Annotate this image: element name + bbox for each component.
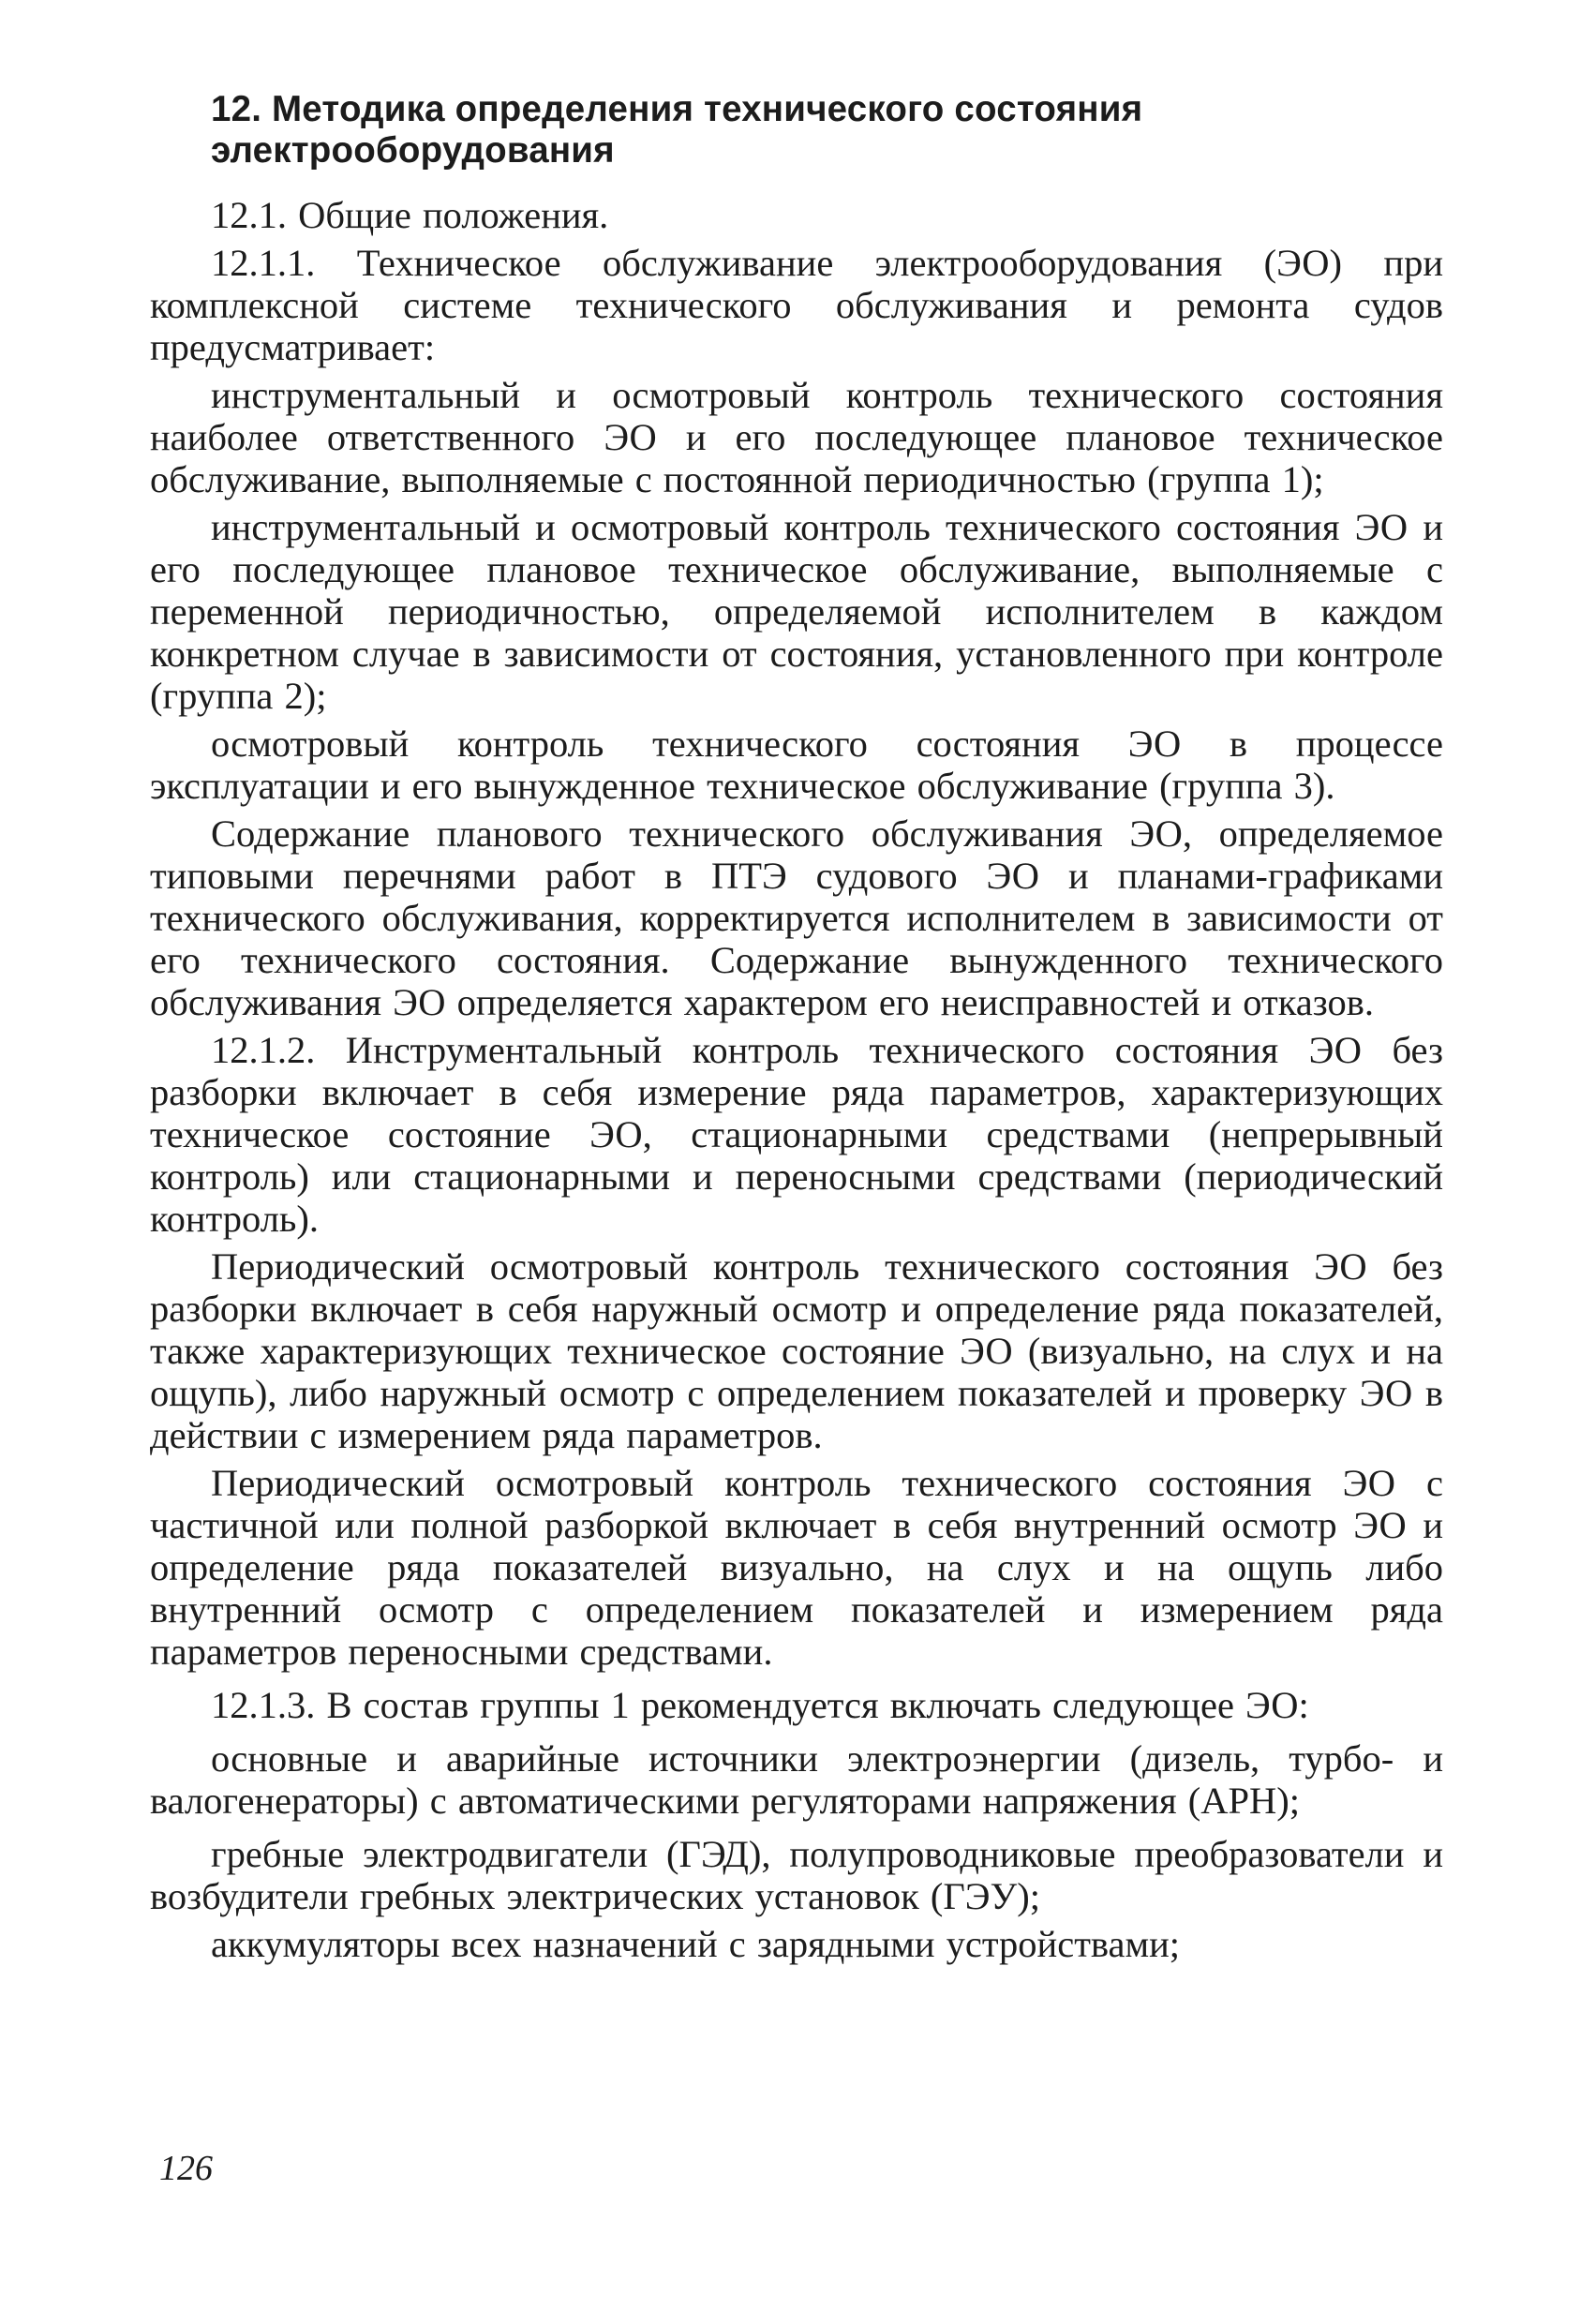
page-body <box>150 89 1443 1971</box>
paragraph-12-1-1: 12.1.1. Техническое обслуживание электрооборудования (ЭО) при комплексной системе технического обслуживания и ремонта судов предусматривает: <box>150 242 1443 368</box>
paragraph-periodic-no-disassembly: Периодический осмотровый контроль технического состояния ЭО без разборки включает в себя наружный осмотр и определение ряда показателей, также характеризующих техническое состояние ЭО (визуально, на слух и на ощупь), либо наружный осмотр с определением показателей и проверку ЭО в действии с измерением ряда параметров. <box>150 1245 1443 1456</box>
page-number: 126 <box>159 2149 213 2188</box>
heading-line-2: электрооборудования <box>211 130 615 171</box>
paragraph-12-1-3: 12.1.3. В состав группы 1 рекомендуется включать следующее ЭО: <box>211 1684 1309 1726</box>
list-item-batteries: аккумуляторы всех назначений с зарядными устройствами; <box>211 1923 1181 1965</box>
heading-line-1: 12. Методика определения технического состояния <box>211 89 1143 129</box>
paragraph-12-1-2: 12.1.2. Инструментальный контроль технического состояния ЭО без разборки включает в себя измерение ряда параметров, характеризующих техническое состояние ЭО, стационарными средствами (непрерывный контроль) или стационарными и переносными средствами (периодический контроль). <box>150 1029 1443 1240</box>
paragraph-group-1: инструментальный и осмотровый контроль технического состояния наиболее ответственного ЭО и его последующее плановое техническое обслуживание, выполняемые с постоянной периодичностью (группа 1); <box>150 374 1443 500</box>
paragraph-group-2: инструментальный и осмотровый контроль технического состояния ЭО и его последующее плановое техническое обслуживание, выполняемые с переменной периодичностью, определяемой исполнителем в каждом конкретном случае в зависимости от состояния, установленного при контроле (группа 2); <box>150 506 1443 717</box>
paragraph-periodic-disassembly: Периодический осмотровый контроль технического состояния ЭО с частичной или полной разборкой включает в себя внутренний осмотр ЭО и определение ряда показателей визуально, на слух и на ощупь либо внутренний осмотр с определением показателей и измерением ряда параметров переносными средствами. <box>150 1462 1443 1673</box>
list-item-propulsion-motors: гребные электродвигатели (ГЭД), полупроводниковые преобразователи и возбудители гребных электрических установок (ГЭУ); <box>150 1833 1443 1917</box>
subsection-title: 12.1. Общие положения. <box>211 194 609 236</box>
paragraph-planned-maintenance: Содержание планового технического обслуживания ЭО, определяемое типовыми перечнями работ в ПТЭ судового ЭО и планами-графиками технического обслуживания, корректируется исполнителем в зависимости от его технического состояния. Содержание вынужденного технического обслуживания ЭО определяется характером его неисправностей и отказов. <box>150 812 1443 1023</box>
section-heading <box>211 89 1443 171</box>
list-item-power-sources: основные и аварийные источники электроэнергии (дизель, турбо- и валогенераторы) с автоматическими регуляторами напряжения (АРН); <box>150 1737 1443 1822</box>
paragraph-group-3: осмотровый контроль технического состояния ЭО в процессе эксплуатации и его вынужденное техническое обслуживание (группа 3). <box>150 723 1443 807</box>
